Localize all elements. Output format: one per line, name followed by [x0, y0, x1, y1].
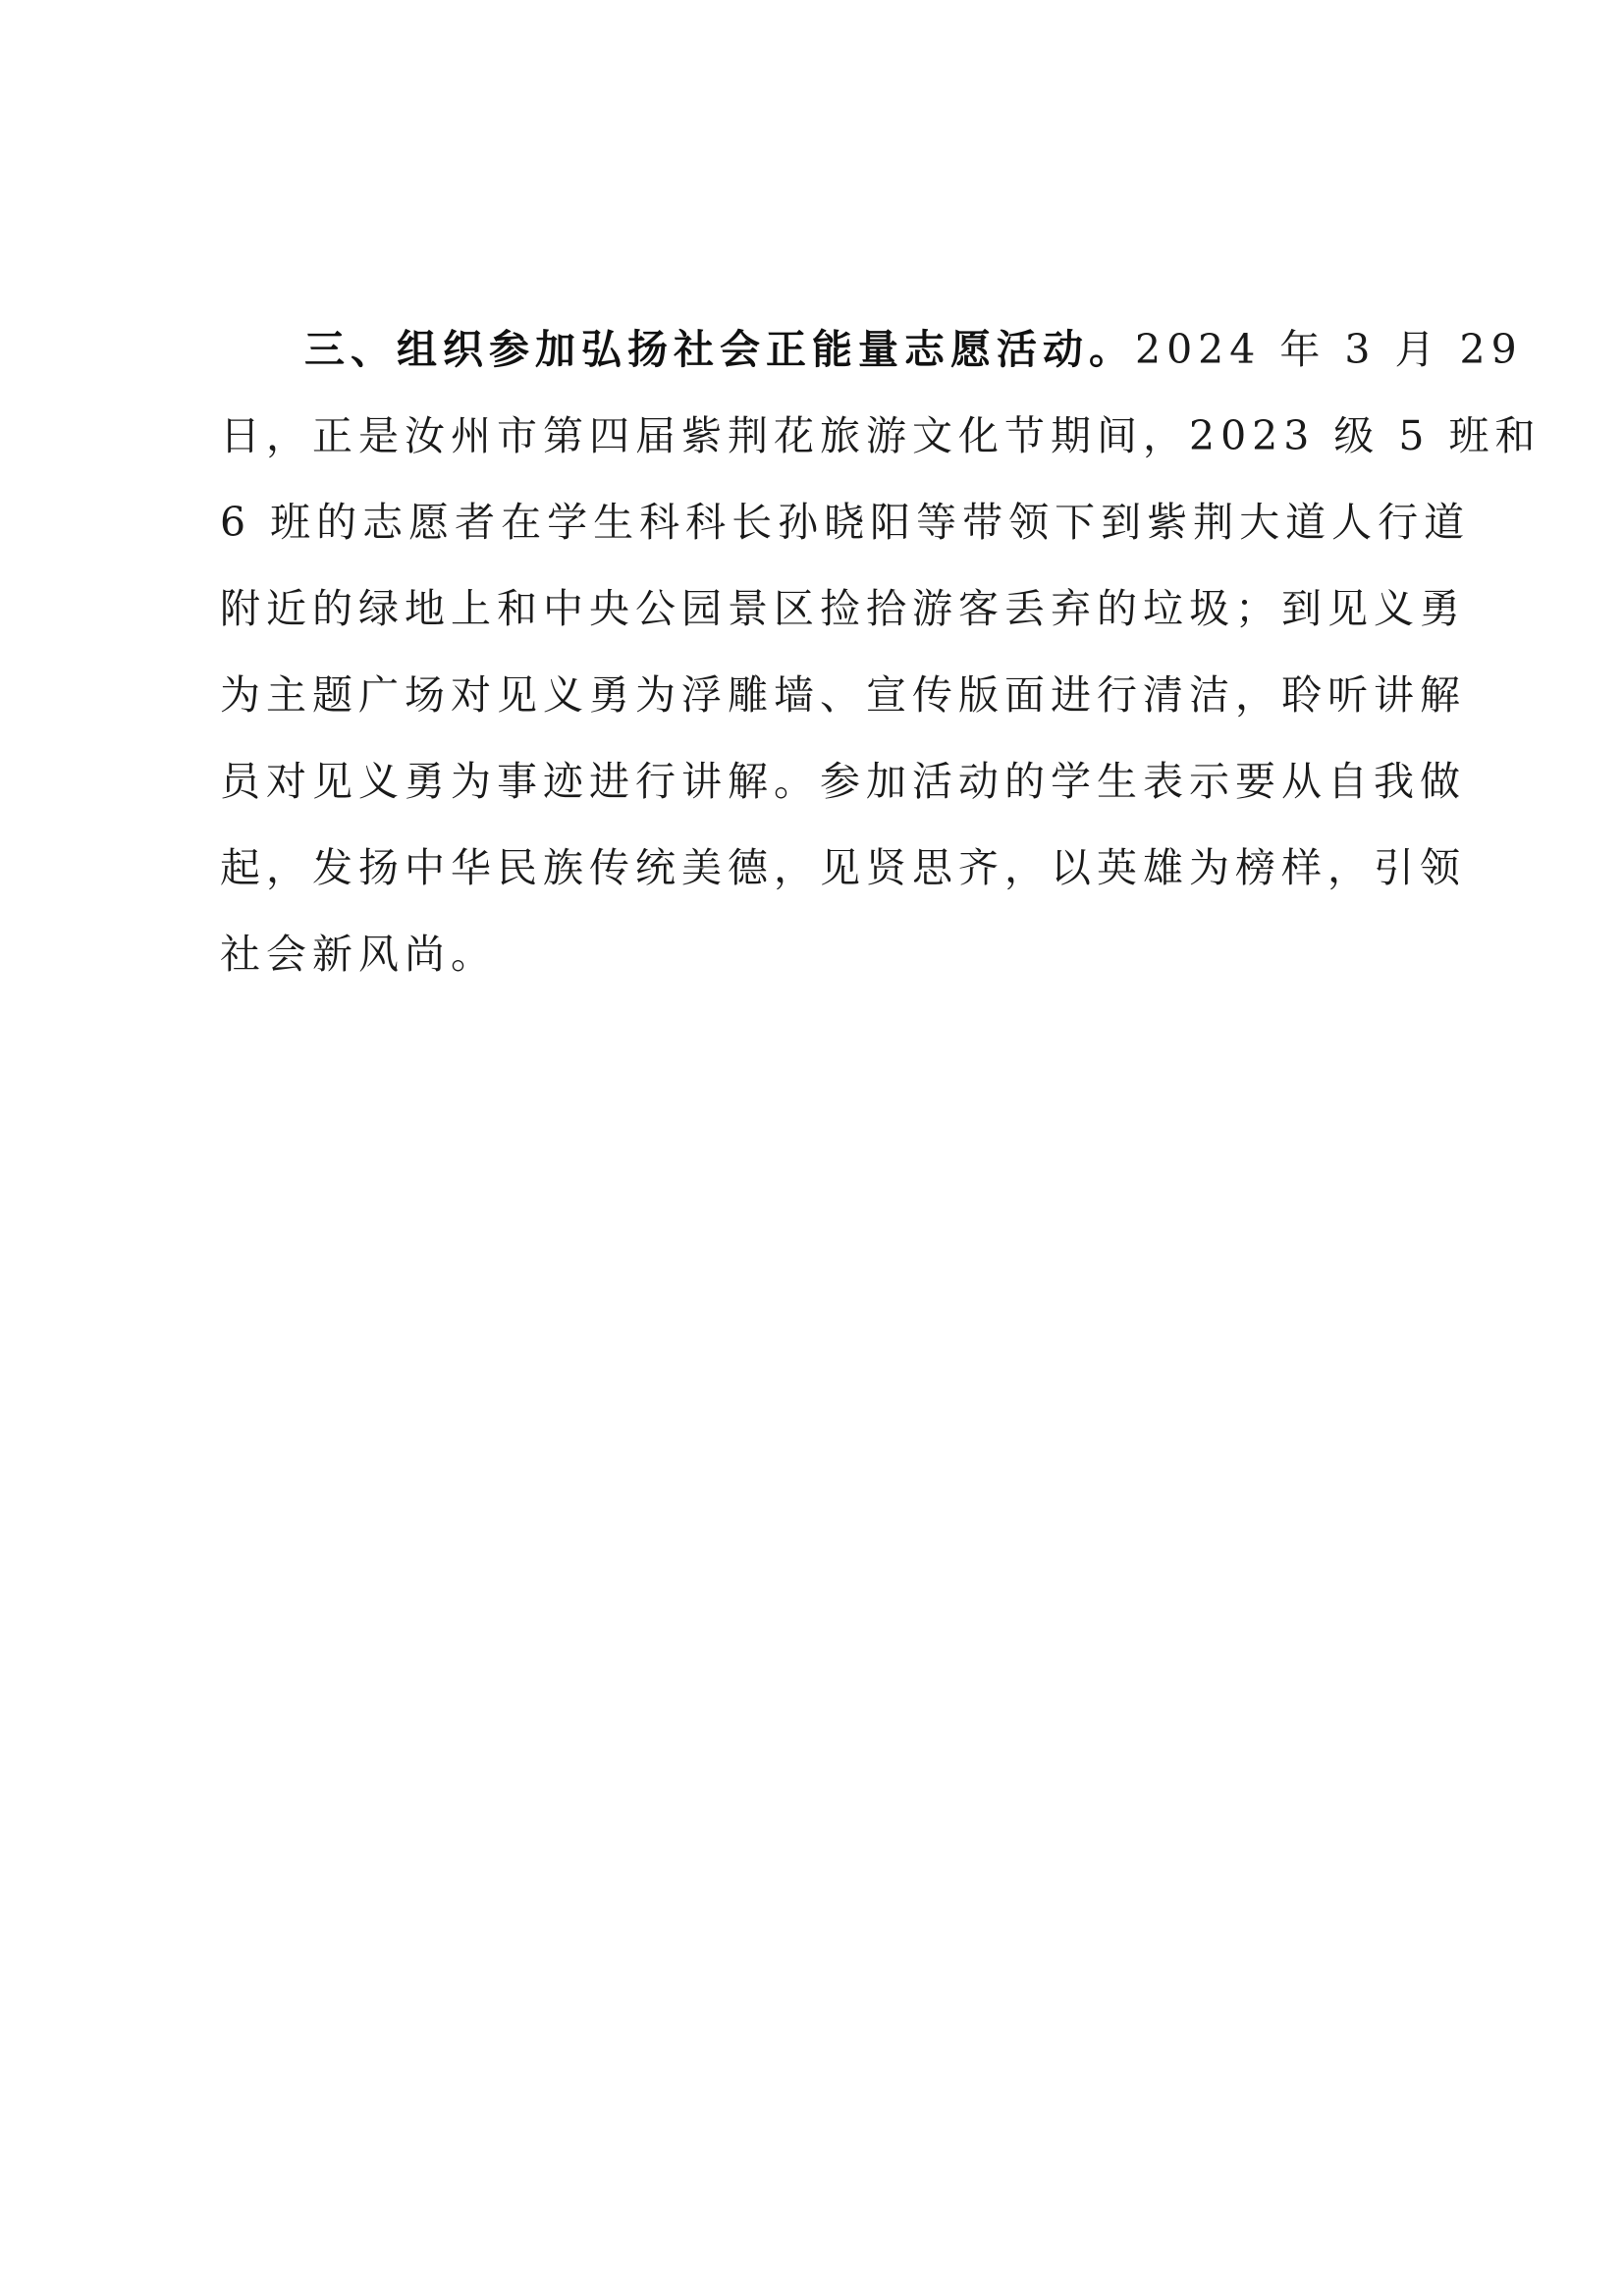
- paragraph-line-3: 6 班的志愿者在学生科科长孙晓阳等带领下到紫荆大道人行道: [220, 499, 1471, 546]
- paragraph-line-8: 社会新风尚。: [220, 931, 497, 978]
- paragraph-line-6: 员对见义勇为事迹进行讲解。参加活动的学生表示要从自我做: [220, 758, 1466, 805]
- paragraph-text: 2024 年 3 月 29: [1135, 326, 1523, 373]
- paragraph-line-5: 为主题广场对见义勇为浮雕墙、宣传版面进行清洁，聆听讲解: [220, 671, 1466, 719]
- paragraph-line-7: 起，发扬中华民族传统美德，见贤思齐，以英雄为榜样，引领: [220, 844, 1466, 891]
- section-three: [220, 306, 1542, 997]
- paragraph-line-1: [220, 306, 1523, 393]
- paragraph-line-4: 附近的绿地上和中央公园景区捡拾游客丢弃的垃圾；到见义勇: [220, 585, 1466, 632]
- paragraph-line-2: 日，正是汝州市第四届紫荆花旅游文化节期间，2023 级 5 班和: [220, 412, 1542, 459]
- section-heading: 三、组织参加弘扬社会正能量志愿活动。: [304, 326, 1135, 373]
